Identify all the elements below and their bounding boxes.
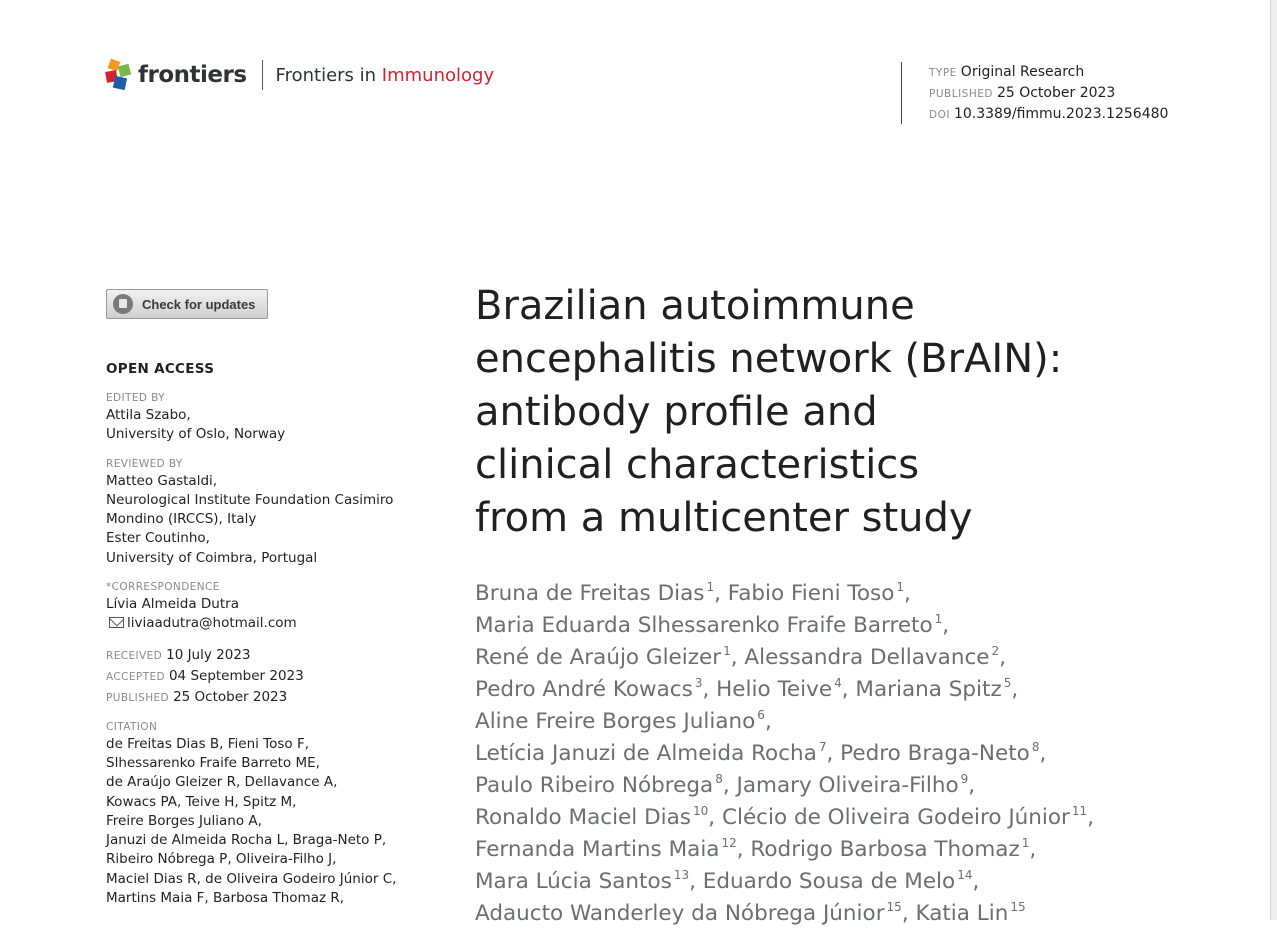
citation-line: Martins Maia F, Barbosa Thomaz R, — [106, 890, 345, 907]
author-separator: , — [730, 645, 745, 670]
publisher-name: frontiers — [138, 62, 247, 88]
author-separator: , — [901, 901, 916, 926]
date-row-accepted — [106, 666, 416, 687]
author-separator: , — [904, 581, 911, 606]
author-line — [475, 578, 1265, 610]
update-badge-icon — [113, 294, 133, 314]
citation-line: de Freitas Dias B, Fieni Toso F, — [106, 735, 310, 752]
citation-section — [106, 719, 416, 909]
author-affiliation: 3 — [694, 676, 703, 690]
editor-line: University of Oslo, Norway — [106, 426, 286, 443]
author-name[interactable]: Pedro Braga-Neto — [840, 741, 1030, 766]
reviewed-by-section — [106, 456, 416, 568]
correspondence-name: Lívia Almeida Dutra — [106, 596, 239, 613]
author-line — [475, 738, 1265, 770]
title-line: clinical characteristics — [475, 442, 920, 488]
author-affiliation: 1 — [896, 580, 905, 594]
citation-line: Maciel Dias R, de Oliveira Godeiro Júnior C, — [106, 870, 397, 887]
author-line — [475, 770, 1265, 802]
author-line — [475, 802, 1265, 834]
author-separator: , — [714, 581, 728, 606]
correspondence-email-row — [106, 614, 416, 633]
meta-value[interactable]: 10.3389/fimmu.2023.1256480 — [953, 106, 1169, 122]
edited-by-section — [106, 390, 416, 445]
author-name[interactable]: Letícia Januzi de Almeida Rocha — [475, 741, 817, 766]
date-row-published — [106, 687, 416, 708]
edited-by-label: EDITED BY — [106, 392, 165, 404]
author-name[interactable]: Fabio Fieni Toso — [727, 581, 895, 606]
author-name[interactable]: Mariana Spitz — [855, 677, 1002, 702]
author-affiliation: 15 — [886, 900, 902, 914]
check-for-updates-button[interactable] — [106, 289, 268, 319]
check-for-updates-label: Check for updates — [142, 296, 256, 312]
meta-key: PUBLISHED — [929, 88, 993, 100]
author-affiliation: 8 — [1031, 740, 1040, 754]
author-affiliation: 5 — [1003, 676, 1012, 690]
article-sidebar — [106, 361, 416, 919]
date-value: 10 July 2023 — [166, 646, 251, 663]
author-separator: , — [1087, 805, 1095, 830]
author-affiliation: 7 — [818, 740, 827, 754]
author-line — [475, 834, 1265, 866]
author-line — [475, 610, 1265, 642]
title-line: Brazilian autoimmune — [475, 283, 915, 329]
date-key: ACCEPTED — [106, 670, 165, 683]
correspondence-label: *CORRESPONDENCE — [106, 581, 220, 594]
author-name[interactable]: Bruna de Freitas Dias — [475, 581, 705, 606]
meta-value: Original Research — [960, 64, 1085, 80]
page-edge — [1270, 0, 1277, 920]
author-name[interactable]: Clécio de Oliveira Godeiro Júnior — [721, 805, 1070, 830]
author-affiliation: 13 — [673, 868, 690, 882]
meta-row-published — [929, 83, 1168, 104]
author-separator: , — [689, 869, 703, 894]
title-line: from a multicenter study — [475, 495, 973, 541]
author-name[interactable]: Fernanda Martins Maia — [475, 837, 720, 862]
author-separator: , — [1029, 837, 1037, 862]
author-separator: , — [764, 709, 772, 734]
author-separator: , — [826, 741, 841, 766]
author-affiliation: 12 — [721, 836, 737, 850]
citation-line: Ribeiro Nóbrega P, Oliveira-Filho J, — [106, 851, 337, 868]
author-line — [475, 706, 1265, 738]
author-separator: , — [972, 869, 980, 894]
reviewer-line: Matteo Gastaldi, — [106, 472, 218, 489]
author-line — [475, 642, 1265, 674]
author-affiliation: 9 — [960, 772, 969, 786]
citation-line: Kowacs PA, Teive H, Spitz M, — [106, 793, 297, 810]
author-name[interactable]: Adaucto Wanderley da Nóbrega Júnior — [475, 901, 885, 926]
author-separator: , — [736, 837, 751, 862]
meta-row-type — [929, 62, 1168, 83]
author-name[interactable]: Paulo Ribeiro Nóbrega — [475, 773, 714, 798]
date-value: 04 September 2023 — [168, 667, 304, 684]
title-line: encephalitis network (BrAIN): — [475, 336, 1063, 382]
citation-line: Freire Borges Juliano A, — [106, 812, 262, 829]
editor-line: Attila Szabo, — [106, 407, 191, 423]
reviewer-line: University of Coimbra, Portugal — [106, 549, 318, 566]
author-affiliation: 14 — [957, 868, 973, 882]
mail-icon — [109, 617, 124, 628]
author-line — [475, 674, 1265, 706]
author-separator: , — [841, 677, 856, 702]
reviewer-line: Mondino (IRCCS), Italy — [106, 511, 257, 528]
citation-label: CITATION — [106, 720, 158, 733]
reviewer-line: Neurological Institute Foundation Casimiro — [106, 491, 394, 508]
correspondence-email-link[interactable]: liviaadutra@hotmail.com — [127, 615, 297, 632]
meta-row-doi — [929, 104, 1168, 125]
article-meta — [901, 62, 1168, 124]
citation-line: Slhessarenko Fraife Barreto ME, — [106, 754, 320, 771]
author-name[interactable]: Aline Freire Borges Juliano — [475, 709, 756, 734]
reviewer-line: Ester Coutinho, — [106, 530, 210, 547]
date-key: RECEIVED — [106, 649, 163, 662]
meta-value: 25 October 2023 — [996, 85, 1116, 101]
author-name[interactable]: René de Araújo Gleizer — [475, 645, 722, 670]
author-name[interactable]: Ronaldo Maciel Dias — [475, 805, 691, 830]
author-name[interactable]: Mara Lúcia Santos — [475, 869, 672, 894]
author-separator: , — [968, 773, 976, 798]
author-affiliation: 1 — [706, 580, 715, 594]
author-name[interactable]: Jamary Oliveira-Filho — [736, 773, 959, 798]
author-affiliation: 1 — [1021, 836, 1030, 850]
reviewed-by-label: REVIEWED BY — [106, 457, 183, 470]
author-name[interactable]: Alessandra Dellavance — [744, 645, 990, 670]
author-affiliation: 11 — [1071, 804, 1088, 818]
header-divider — [262, 60, 263, 90]
author-affiliation: 1 — [934, 612, 943, 626]
author-separator: , — [999, 645, 1006, 670]
title-line: antibody profile and — [475, 389, 878, 435]
date-value: 25 October 2023 — [173, 688, 288, 705]
journal-name: Frontiers in Immunology — [275, 64, 495, 86]
meta-key: TYPE — [929, 67, 957, 79]
author-name[interactable]: Maria Eduarda Slhessarenko Fraife Barreto — [475, 613, 933, 638]
author-name[interactable]: Eduardo Sousa de Melo — [702, 869, 956, 894]
author-separator: , — [702, 677, 717, 702]
author-separator: , — [722, 773, 737, 798]
author-affiliation: 8 — [715, 772, 723, 786]
author-affiliation: 4 — [834, 676, 842, 690]
author-separator: , — [1011, 677, 1019, 702]
author-name[interactable]: Pedro André Kowacs — [475, 677, 693, 702]
author-name[interactable]: Rodrigo Barbosa Thomaz — [750, 837, 1020, 862]
author-affiliation: 1 — [723, 644, 731, 658]
author-affiliation: 2 — [991, 644, 1000, 658]
correspondence-section — [106, 579, 416, 634]
date-key: PUBLISHED — [106, 691, 170, 704]
date-row-received — [106, 645, 416, 666]
author-affiliation: 6 — [757, 708, 765, 722]
author-separator: , — [708, 805, 722, 830]
author-list — [475, 578, 1265, 930]
citation-line: de Araújo Gleizer R, Dellavance A, — [106, 774, 338, 791]
author-line — [475, 866, 1265, 898]
author-name[interactable]: Helio Teive — [716, 677, 833, 702]
frontiers-logo-icon — [106, 60, 132, 90]
dates-section — [106, 645, 416, 708]
publisher-logo[interactable] — [106, 59, 494, 91]
citation-line: Januzi de Almeida Rocha L, Braga-Neto P, — [106, 832, 387, 849]
author-name[interactable]: Katia Lin — [915, 901, 1009, 926]
article-title — [475, 280, 1175, 545]
author-affiliation: 15 — [1010, 900, 1026, 914]
meta-key: DOI — [929, 109, 950, 121]
author-line — [475, 898, 1265, 930]
author-affiliation: 10 — [693, 804, 709, 818]
open-access-label: OPEN ACCESS — [106, 361, 215, 377]
author-separator: , — [1039, 741, 1047, 766]
author-separator: , — [942, 613, 950, 638]
